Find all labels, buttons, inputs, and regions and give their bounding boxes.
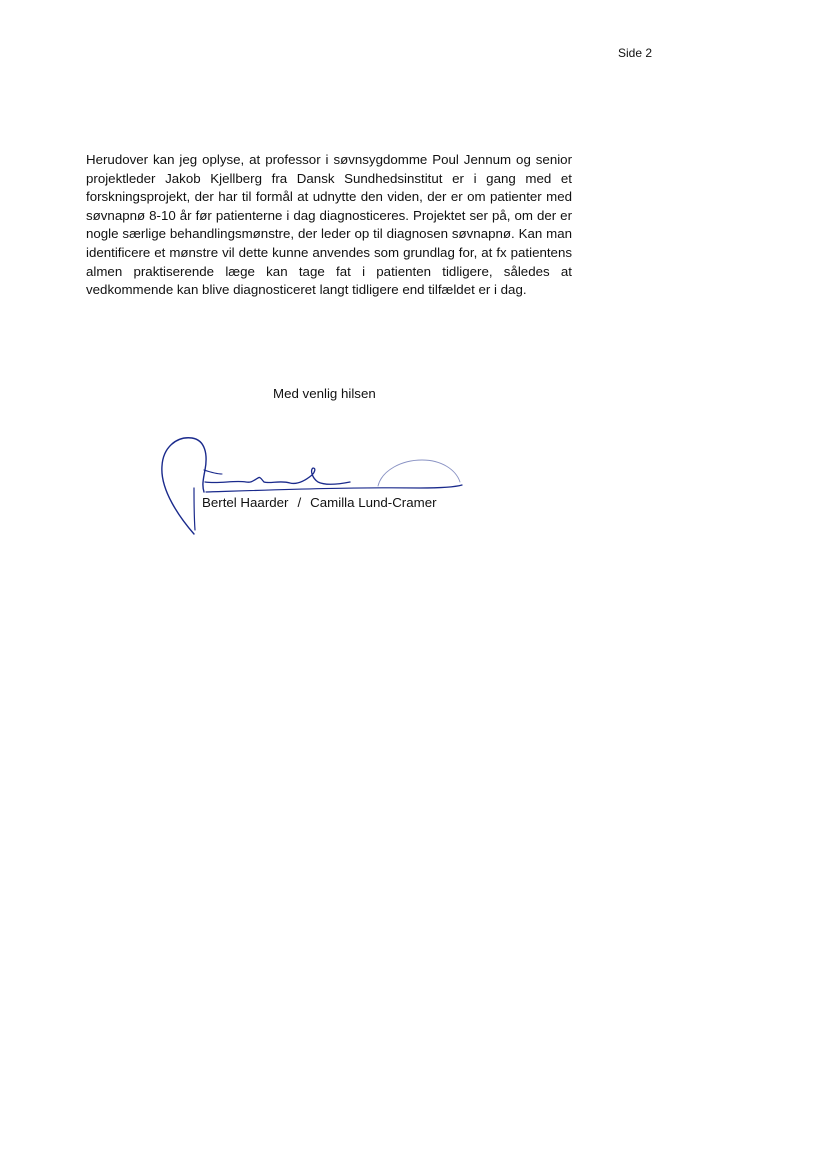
handwritten-signature bbox=[150, 430, 470, 535]
signatory-separator: / bbox=[297, 495, 302, 510]
signatory-names bbox=[202, 494, 437, 512]
signature-loop-stroke bbox=[162, 438, 206, 534]
body-paragraph: Herudover kan jeg oplyse, at professor i søvnsygdomme Poul Jennum og senior projektleder Jakob Kjellberg fra Dansk Sundhedsinstitut er i gang med et forskningsprojekt, der har til formål at udnytte den viden, der er om patienter med søvnapnø 8-10 år før patienterne i dag diagnosticeres. Projektet ser på, om der er nogle særlige behandlingsmønstre, der leder op til diagnosen søvnapnø. Kan man identificere et mønstre vil dette kunne anvendes som grundlag for, at fx patientens almen praktiserende læge kan tage fat i patienten tidligere, således at vedkommende kan blive diagnosticeret langt tidligere end tilfældet er i dag. bbox=[86, 152, 572, 298]
page-number: Side 2 bbox=[617, 46, 652, 60]
signatory-first: Bertel Haarder bbox=[202, 495, 289, 510]
closing-greeting: Med venlig hilsen bbox=[273, 386, 376, 401]
signature-scribble-stroke bbox=[205, 468, 350, 484]
signatory-second: Camilla Lund-Cramer bbox=[310, 495, 437, 510]
signature-curl-stroke bbox=[204, 470, 222, 474]
signature-flourish bbox=[378, 460, 460, 486]
signature-downstroke bbox=[194, 488, 195, 530]
signature-underline bbox=[206, 485, 462, 492]
